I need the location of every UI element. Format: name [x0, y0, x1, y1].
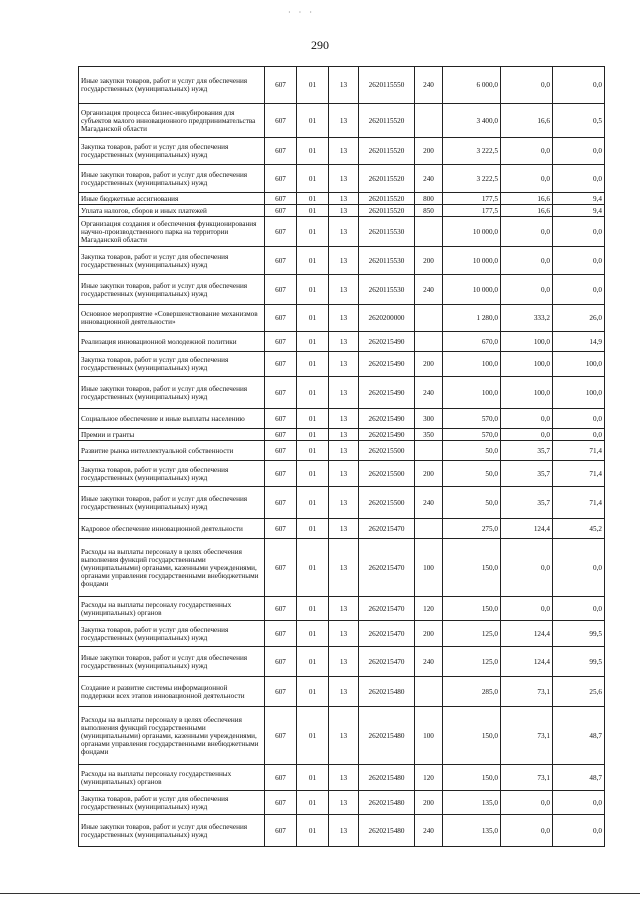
- executed-amount-cell: 333,2: [501, 305, 553, 332]
- planned-amount-cell: 100,0: [443, 377, 501, 409]
- planned-amount-cell: 125,0: [443, 621, 501, 647]
- org-code-cell: 607: [265, 647, 297, 677]
- org-code-cell: 607: [265, 815, 297, 847]
- expense-name-cell: Расходы на выплаты персоналу государственных (муниципальных) органов: [79, 597, 265, 621]
- table-row: [79, 621, 605, 647]
- expense-type-cell: 240: [415, 67, 443, 104]
- executed-amount-cell: 73,1: [501, 677, 553, 707]
- org-code-cell: 607: [265, 193, 297, 205]
- subsection-code-cell: 13: [329, 597, 359, 621]
- executed-amount-cell: 0,0: [501, 429, 553, 441]
- section-code-cell: 01: [297, 104, 329, 138]
- execution-percent-cell: 0,0: [553, 67, 605, 104]
- subsection-code-cell: 13: [329, 429, 359, 441]
- section-code-cell: 01: [297, 765, 329, 791]
- subsection-code-cell: 13: [329, 621, 359, 647]
- table-row: [79, 275, 605, 305]
- table-row: [79, 597, 605, 621]
- org-code-cell: 607: [265, 621, 297, 647]
- target-article-cell: 2620115530: [359, 247, 415, 275]
- expense-name-cell: Закупка товаров, работ и услуг для обеспечения государственных (муниципальных) нужд: [79, 138, 265, 165]
- execution-percent-cell: 71,4: [553, 441, 605, 461]
- planned-amount-cell: 50,0: [443, 441, 501, 461]
- expense-name-cell: Организация процесса бизнес-инкубирования для субъектов малого инновационного предпринимательства Магаданской области: [79, 104, 265, 138]
- planned-amount-cell: 150,0: [443, 539, 501, 597]
- table-row: [79, 791, 605, 815]
- table-body: [79, 67, 605, 847]
- execution-percent-cell: 0,5: [553, 104, 605, 138]
- planned-amount-cell: 10 000,0: [443, 247, 501, 275]
- org-code-cell: 607: [265, 275, 297, 305]
- org-code-cell: 607: [265, 104, 297, 138]
- section-code-cell: 01: [297, 597, 329, 621]
- target-article-cell: 2620215490: [359, 352, 415, 377]
- expense-name-cell: Кадровое обеспечение инновационной деятельности: [79, 519, 265, 539]
- planned-amount-cell: 100,0: [443, 352, 501, 377]
- planned-amount-cell: 1 280,0: [443, 305, 501, 332]
- target-article-cell: 2620200000: [359, 305, 415, 332]
- planned-amount-cell: 275,0: [443, 519, 501, 539]
- expense-type-cell: 240: [415, 487, 443, 519]
- planned-amount-cell: 3 222,5: [443, 165, 501, 193]
- execution-percent-cell: 48,7: [553, 765, 605, 791]
- expense-name-cell: Расходы на выплаты персоналу в целях обеспечения выполнения функций государственными (муниципальными) органами, казенными учреждениями, органами управления государственными внебюджетными фондами: [79, 707, 265, 765]
- executed-amount-cell: 35,7: [501, 461, 553, 487]
- subsection-code-cell: 13: [329, 409, 359, 429]
- expense-type-cell: [415, 519, 443, 539]
- section-code-cell: 01: [297, 332, 329, 352]
- org-code-cell: 607: [265, 441, 297, 461]
- org-code-cell: 607: [265, 205, 297, 217]
- section-code-cell: 01: [297, 217, 329, 247]
- table-row: [79, 377, 605, 409]
- target-article-cell: 2620115530: [359, 217, 415, 247]
- org-code-cell: 607: [265, 247, 297, 275]
- section-code-cell: 01: [297, 539, 329, 597]
- planned-amount-cell: 50,0: [443, 487, 501, 519]
- execution-percent-cell: 26,0: [553, 305, 605, 332]
- target-article-cell: 2620115520: [359, 193, 415, 205]
- page-bottom-rule: [0, 893, 640, 894]
- target-article-cell: 2620215490: [359, 429, 415, 441]
- expense-type-cell: [415, 217, 443, 247]
- expense-name-cell: Расходы на выплаты персоналу государственных (муниципальных) органов: [79, 765, 265, 791]
- execution-percent-cell: 99,5: [553, 621, 605, 647]
- org-code-cell: 607: [265, 519, 297, 539]
- subsection-code-cell: 13: [329, 247, 359, 275]
- execution-percent-cell: 0,0: [553, 165, 605, 193]
- scan-marks: · · ·: [288, 8, 315, 17]
- execution-percent-cell: 99,5: [553, 647, 605, 677]
- section-code-cell: 01: [297, 275, 329, 305]
- subsection-code-cell: 13: [329, 305, 359, 332]
- section-code-cell: 01: [297, 791, 329, 815]
- section-code-cell: 01: [297, 815, 329, 847]
- expense-name-cell: Организация создания и обеспечения функционирования научно-производственного парка на территории Магаданской области: [79, 217, 265, 247]
- execution-percent-cell: 71,4: [553, 487, 605, 519]
- executed-amount-cell: 100,0: [501, 352, 553, 377]
- expense-type-cell: 300: [415, 409, 443, 429]
- executed-amount-cell: 124,4: [501, 647, 553, 677]
- section-code-cell: 01: [297, 677, 329, 707]
- execution-percent-cell: 0,0: [553, 247, 605, 275]
- expense-type-cell: [415, 305, 443, 332]
- table-row: [79, 138, 605, 165]
- executed-amount-cell: 16,6: [501, 104, 553, 138]
- table-row: [79, 441, 605, 461]
- section-code-cell: 01: [297, 193, 329, 205]
- planned-amount-cell: 125,0: [443, 647, 501, 677]
- section-code-cell: 01: [297, 429, 329, 441]
- subsection-code-cell: 13: [329, 377, 359, 409]
- executed-amount-cell: 0,0: [501, 67, 553, 104]
- expense-name-cell: Уплата налогов, сборов и иных платежей: [79, 205, 265, 217]
- subsection-code-cell: 13: [329, 275, 359, 305]
- expense-type-cell: 200: [415, 461, 443, 487]
- expense-type-cell: 240: [415, 377, 443, 409]
- section-code-cell: 01: [297, 707, 329, 765]
- org-code-cell: 607: [265, 352, 297, 377]
- target-article-cell: 2620115530: [359, 275, 415, 305]
- expense-name-cell: Иные закупки товаров, работ и услуг для обеспечения государственных (муниципальных) нужд: [79, 377, 265, 409]
- org-code-cell: 607: [265, 377, 297, 409]
- target-article-cell: 2620215480: [359, 707, 415, 765]
- org-code-cell: 607: [265, 707, 297, 765]
- planned-amount-cell: 135,0: [443, 815, 501, 847]
- expense-type-cell: 200: [415, 621, 443, 647]
- table-row: [79, 247, 605, 275]
- expense-type-cell: 120: [415, 765, 443, 791]
- expense-type-cell: [415, 677, 443, 707]
- table-row: [79, 677, 605, 707]
- org-code-cell: 607: [265, 597, 297, 621]
- target-article-cell: 2620215470: [359, 519, 415, 539]
- execution-percent-cell: 0,0: [553, 275, 605, 305]
- org-code-cell: 607: [265, 429, 297, 441]
- subsection-code-cell: 13: [329, 461, 359, 487]
- executed-amount-cell: 16,6: [501, 205, 553, 217]
- planned-amount-cell: 10 000,0: [443, 275, 501, 305]
- subsection-code-cell: 13: [329, 441, 359, 461]
- planned-amount-cell: 10 000,0: [443, 217, 501, 247]
- org-code-cell: 607: [265, 487, 297, 519]
- planned-amount-cell: 285,0: [443, 677, 501, 707]
- expense-type-cell: [415, 332, 443, 352]
- expense-type-cell: 240: [415, 165, 443, 193]
- subsection-code-cell: 13: [329, 205, 359, 217]
- executed-amount-cell: 0,0: [501, 539, 553, 597]
- table-row: [79, 104, 605, 138]
- org-code-cell: 607: [265, 305, 297, 332]
- planned-amount-cell: 150,0: [443, 707, 501, 765]
- subsection-code-cell: 13: [329, 165, 359, 193]
- target-article-cell: 2620115520: [359, 205, 415, 217]
- expense-name-cell: Иные бюджетные ассигнования: [79, 193, 265, 205]
- table-row: [79, 487, 605, 519]
- target-article-cell: 2620215480: [359, 765, 415, 791]
- planned-amount-cell: 570,0: [443, 409, 501, 429]
- target-article-cell: 2620215500: [359, 487, 415, 519]
- org-code-cell: 607: [265, 677, 297, 707]
- expense-name-cell: Иные закупки товаров, работ и услуг для обеспечения государственных (муниципальных) нужд: [79, 815, 265, 847]
- expense-type-cell: [415, 104, 443, 138]
- org-code-cell: 607: [265, 461, 297, 487]
- table-row: [79, 647, 605, 677]
- executed-amount-cell: 35,7: [501, 487, 553, 519]
- executed-amount-cell: 73,1: [501, 765, 553, 791]
- table-row: [79, 193, 605, 205]
- expense-name-cell: Закупка товаров, работ и услуг для обеспечения государственных (муниципальных) нужд: [79, 621, 265, 647]
- execution-percent-cell: 0,0: [553, 138, 605, 165]
- execution-percent-cell: 100,0: [553, 377, 605, 409]
- org-code-cell: 607: [265, 138, 297, 165]
- expense-type-cell: 200: [415, 352, 443, 377]
- executed-amount-cell: 0,0: [501, 247, 553, 275]
- target-article-cell: 2620115550: [359, 67, 415, 104]
- expense-type-cell: 800: [415, 193, 443, 205]
- page-number: 290: [311, 38, 329, 52]
- table-row: [79, 707, 605, 765]
- target-article-cell: 2620215470: [359, 597, 415, 621]
- executed-amount-cell: 0,0: [501, 791, 553, 815]
- executed-amount-cell: 100,0: [501, 332, 553, 352]
- expense-name-cell: Иные закупки товаров, работ и услуг для обеспечения государственных (муниципальных) нужд: [79, 165, 265, 193]
- target-article-cell: 2620215500: [359, 441, 415, 461]
- subsection-code-cell: 13: [329, 217, 359, 247]
- expense-type-cell: 200: [415, 247, 443, 275]
- expense-name-cell: Создание и развитие системы информационной поддержки всех этапов инновационной деятельности: [79, 677, 265, 707]
- subsection-code-cell: 13: [329, 67, 359, 104]
- execution-percent-cell: 0,0: [553, 791, 605, 815]
- expense-name-cell: Расходы на выплаты персоналу в целях обеспечения выполнения функций государственными (муниципальными) органами, казенными учреждениями, органами управления государственными внебюджетными фондами: [79, 539, 265, 597]
- section-code-cell: 01: [297, 519, 329, 539]
- expense-type-cell: 850: [415, 205, 443, 217]
- target-article-cell: 2620215470: [359, 647, 415, 677]
- execution-percent-cell: 0,0: [553, 539, 605, 597]
- executed-amount-cell: 0,0: [501, 217, 553, 247]
- table-row: [79, 519, 605, 539]
- expense-name-cell: Иные закупки товаров, работ и услуг для обеспечения государственных (муниципальных) нужд: [79, 67, 265, 104]
- expense-name-cell: Иные закупки товаров, работ и услуг для обеспечения государственных (муниципальных) нужд: [79, 275, 265, 305]
- expense-type-cell: 120: [415, 597, 443, 621]
- expense-type-cell: 200: [415, 791, 443, 815]
- subsection-code-cell: 13: [329, 765, 359, 791]
- expense-type-cell: 200: [415, 138, 443, 165]
- expense-type-cell: 240: [415, 815, 443, 847]
- target-article-cell: 2620215490: [359, 332, 415, 352]
- executed-amount-cell: 124,4: [501, 519, 553, 539]
- planned-amount-cell: 177,5: [443, 193, 501, 205]
- subsection-code-cell: 13: [329, 707, 359, 765]
- target-article-cell: 2620115520: [359, 104, 415, 138]
- executed-amount-cell: 124,4: [501, 621, 553, 647]
- planned-amount-cell: 135,0: [443, 791, 501, 815]
- expense-name-cell: Иные закупки товаров, работ и услуг для обеспечения государственных (муниципальных) нужд: [79, 487, 265, 519]
- expense-type-cell: 100: [415, 707, 443, 765]
- subsection-code-cell: 13: [329, 791, 359, 815]
- expense-type-cell: 240: [415, 275, 443, 305]
- execution-percent-cell: 9,4: [553, 193, 605, 205]
- target-article-cell: 2620115520: [359, 165, 415, 193]
- section-code-cell: 01: [297, 377, 329, 409]
- subsection-code-cell: 13: [329, 539, 359, 597]
- target-article-cell: 2620215480: [359, 677, 415, 707]
- table-row: [79, 539, 605, 597]
- table-row: [79, 217, 605, 247]
- execution-percent-cell: 100,0: [553, 352, 605, 377]
- execution-percent-cell: 0,0: [553, 409, 605, 429]
- planned-amount-cell: 150,0: [443, 765, 501, 791]
- planned-amount-cell: 570,0: [443, 429, 501, 441]
- section-code-cell: 01: [297, 441, 329, 461]
- subsection-code-cell: 13: [329, 193, 359, 205]
- executed-amount-cell: 0,0: [501, 597, 553, 621]
- subsection-code-cell: 13: [329, 519, 359, 539]
- org-code-cell: 607: [265, 217, 297, 247]
- subsection-code-cell: 13: [329, 487, 359, 519]
- planned-amount-cell: 50,0: [443, 461, 501, 487]
- execution-percent-cell: 25,6: [553, 677, 605, 707]
- subsection-code-cell: 13: [329, 677, 359, 707]
- expense-name-cell: Иные закупки товаров, работ и услуг для обеспечения государственных (муниципальных) нужд: [79, 647, 265, 677]
- budget-table: [78, 66, 605, 847]
- execution-percent-cell: 0,0: [553, 217, 605, 247]
- planned-amount-cell: 6 000,0: [443, 67, 501, 104]
- subsection-code-cell: 13: [329, 104, 359, 138]
- target-article-cell: 2620215470: [359, 621, 415, 647]
- expense-name-cell: Премии и гранты: [79, 429, 265, 441]
- expense-name-cell: Закупка товаров, работ и услуг для обеспечения государственных (муниципальных) нужд: [79, 791, 265, 815]
- executed-amount-cell: 0,0: [501, 165, 553, 193]
- executed-amount-cell: 0,0: [501, 409, 553, 429]
- target-article-cell: 2620215480: [359, 815, 415, 847]
- executed-amount-cell: 100,0: [501, 377, 553, 409]
- section-code-cell: 01: [297, 138, 329, 165]
- table-row: [79, 815, 605, 847]
- subsection-code-cell: 13: [329, 815, 359, 847]
- section-code-cell: 01: [297, 352, 329, 377]
- target-article-cell: 2620215490: [359, 377, 415, 409]
- target-article-cell: 2620215500: [359, 461, 415, 487]
- table-row: [79, 461, 605, 487]
- subsection-code-cell: 13: [329, 332, 359, 352]
- table-row: [79, 205, 605, 217]
- executed-amount-cell: 0,0: [501, 138, 553, 165]
- execution-percent-cell: 14,9: [553, 332, 605, 352]
- target-article-cell: 2620215490: [359, 409, 415, 429]
- org-code-cell: 607: [265, 67, 297, 104]
- target-article-cell: 2620115520: [359, 138, 415, 165]
- expense-name-cell: Развитие рынка интеллектуальной собственности: [79, 441, 265, 461]
- execution-percent-cell: 0,0: [553, 815, 605, 847]
- executed-amount-cell: 35,7: [501, 441, 553, 461]
- planned-amount-cell: 3 222,5: [443, 138, 501, 165]
- expense-name-cell: Основное мероприятие «Совершенствование механизмов инновационной деятельности»: [79, 305, 265, 332]
- section-code-cell: 01: [297, 487, 329, 519]
- expense-name-cell: Социальное обеспечение и иные выплаты населению: [79, 409, 265, 429]
- target-article-cell: 2620215470: [359, 539, 415, 597]
- expense-type-cell: 350: [415, 429, 443, 441]
- section-code-cell: 01: [297, 461, 329, 487]
- section-code-cell: 01: [297, 67, 329, 104]
- section-code-cell: 01: [297, 621, 329, 647]
- execution-percent-cell: 0,0: [553, 429, 605, 441]
- org-code-cell: 607: [265, 539, 297, 597]
- table-row: [79, 409, 605, 429]
- org-code-cell: 607: [265, 332, 297, 352]
- execution-percent-cell: 71,4: [553, 461, 605, 487]
- executed-amount-cell: 0,0: [501, 275, 553, 305]
- section-code-cell: 01: [297, 409, 329, 429]
- section-code-cell: 01: [297, 305, 329, 332]
- table-row: [79, 352, 605, 377]
- executed-amount-cell: 0,0: [501, 815, 553, 847]
- subsection-code-cell: 13: [329, 352, 359, 377]
- planned-amount-cell: 670,0: [443, 332, 501, 352]
- expense-type-cell: [415, 441, 443, 461]
- planned-amount-cell: 177,5: [443, 205, 501, 217]
- org-code-cell: 607: [265, 765, 297, 791]
- section-code-cell: 01: [297, 205, 329, 217]
- subsection-code-cell: 13: [329, 647, 359, 677]
- target-article-cell: 2620215480: [359, 791, 415, 815]
- expense-name-cell: Закупка товаров, работ и услуг для обеспечения государственных (муниципальных) нужд: [79, 352, 265, 377]
- table-row: [79, 67, 605, 104]
- org-code-cell: 607: [265, 165, 297, 193]
- section-code-cell: 01: [297, 647, 329, 677]
- org-code-cell: 607: [265, 791, 297, 815]
- table-row: [79, 165, 605, 193]
- table-row: [79, 765, 605, 791]
- executed-amount-cell: 16,6: [501, 193, 553, 205]
- executed-amount-cell: 73,1: [501, 707, 553, 765]
- expense-name-cell: Закупка товаров, работ и услуг для обеспечения государственных (муниципальных) нужд: [79, 461, 265, 487]
- planned-amount-cell: 150,0: [443, 597, 501, 621]
- subsection-code-cell: 13: [329, 138, 359, 165]
- expense-name-cell: Закупка товаров, работ и услуг для обеспечения государственных (муниципальных) нужд: [79, 247, 265, 275]
- expense-type-cell: 100: [415, 539, 443, 597]
- expense-type-cell: 240: [415, 647, 443, 677]
- expense-name-cell: Реализация инновационной молодежной политики: [79, 332, 265, 352]
- execution-percent-cell: 0,0: [553, 597, 605, 621]
- org-code-cell: 607: [265, 409, 297, 429]
- planned-amount-cell: 3 400,0: [443, 104, 501, 138]
- section-code-cell: 01: [297, 247, 329, 275]
- table-row: [79, 429, 605, 441]
- execution-percent-cell: 45,2: [553, 519, 605, 539]
- table-row: [79, 332, 605, 352]
- execution-percent-cell: 9,4: [553, 205, 605, 217]
- table-row: [79, 305, 605, 332]
- section-code-cell: 01: [297, 165, 329, 193]
- execution-percent-cell: 48,7: [553, 707, 605, 765]
